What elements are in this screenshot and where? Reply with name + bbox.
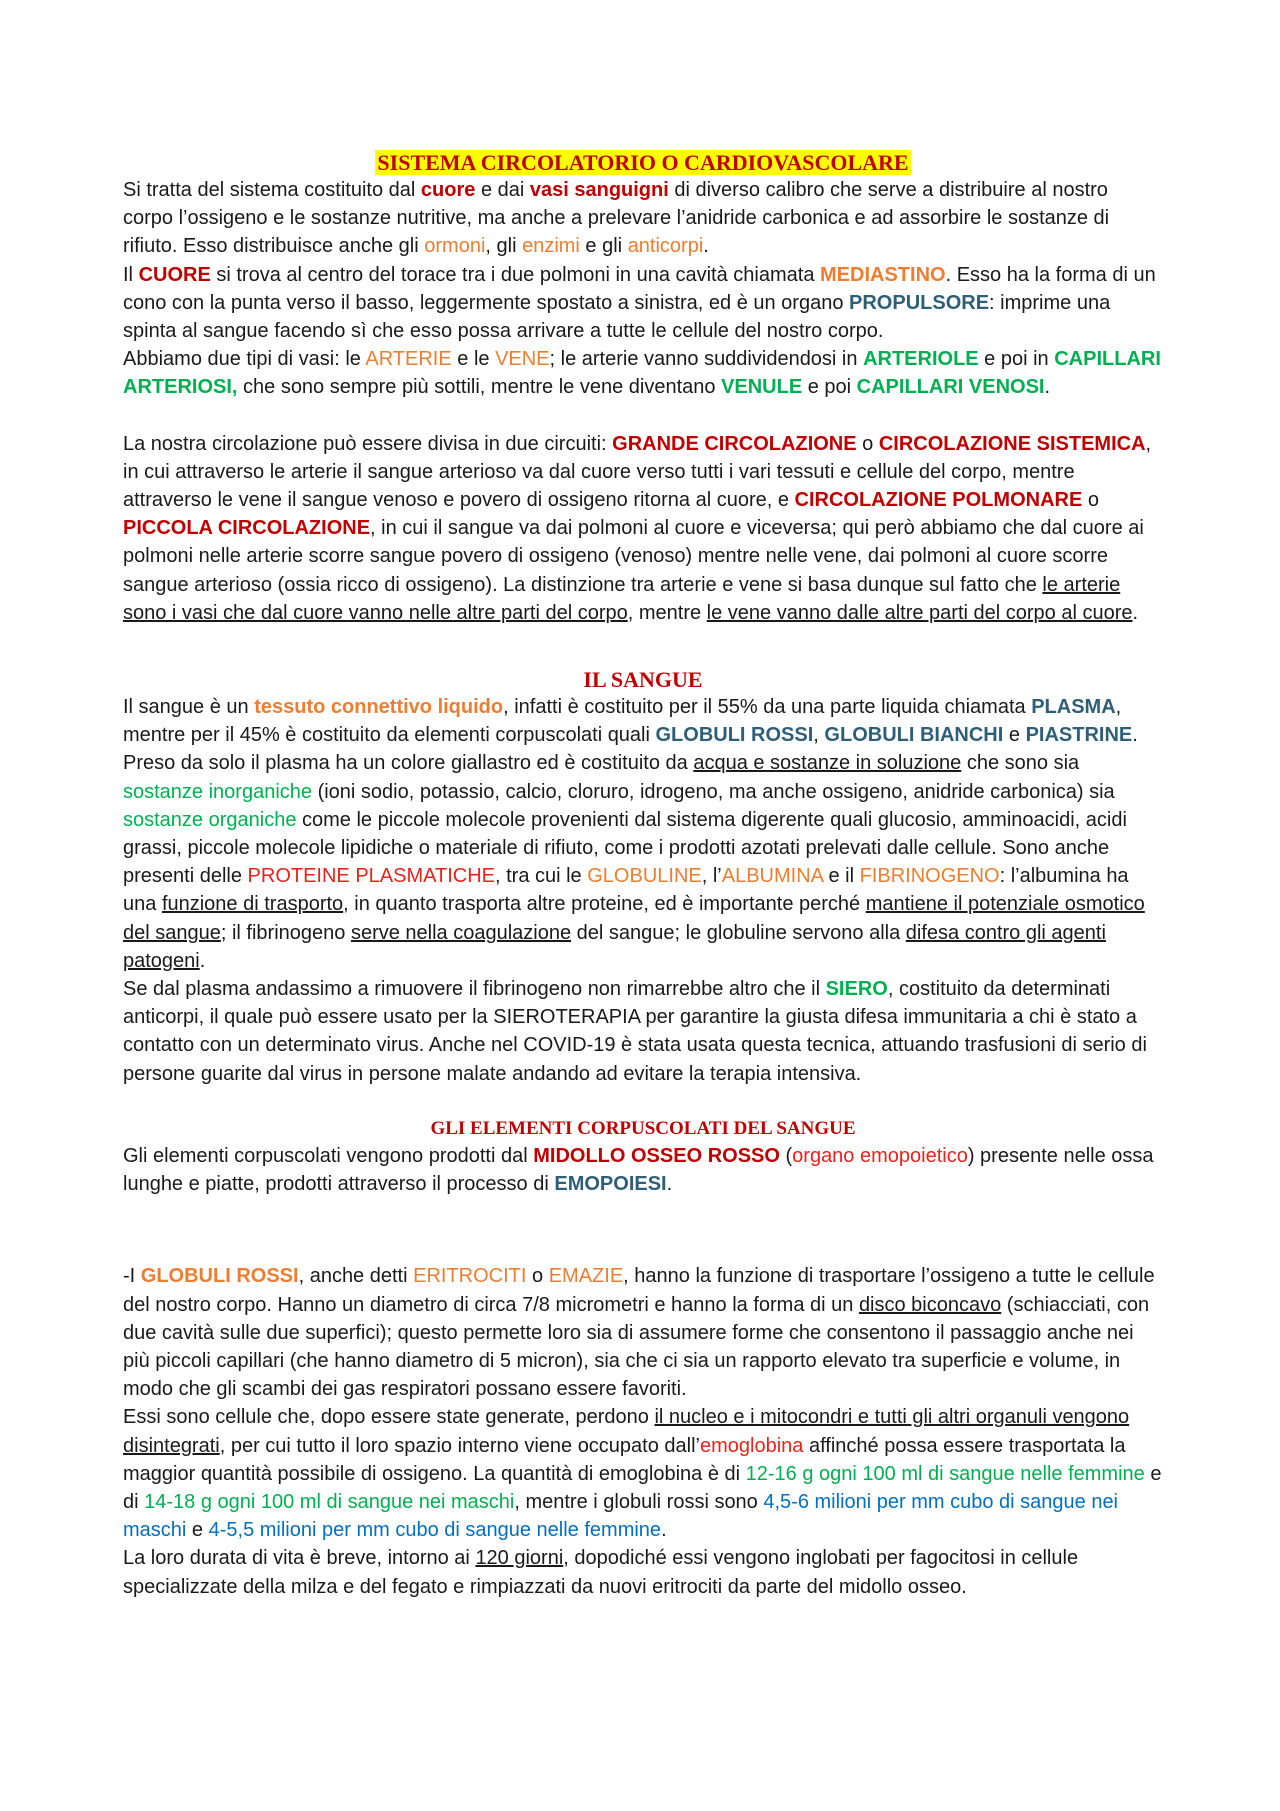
keyword-capillari-arteriosi: CAPILLARI ARTERIOSI, [123, 348, 1161, 399]
keyword-cuore: cuore [420, 179, 476, 201]
text: che sono sempre più sottili, mentre le vene diventano [237, 376, 722, 399]
keyword-venule: VENULE [721, 376, 803, 399]
keyword-vene: VENE [495, 348, 550, 371]
text: Abbiamo due tipi di vasi: le [123, 348, 366, 371]
keyword-capillari-venosi: CAPILLARI VENOSI [856, 376, 1045, 399]
text: come le piccole molecole provenienti dal sistema digerente quali glucosio, amminoacidi, acidi grassi, piccole molecole lipidiche o materiale di rifiuto, come i prodotti azotati prelevati dalle cellule. Sono anche presenti delle [123, 808, 1127, 888]
paragraph-blood [123, 693, 1163, 975]
text: , in cui attraverso le arterie il sangue arterioso va dal cuore verso tutti i vari tessuti e cellule del corpo, mentre attraverso le vene il sangue venoso e povero di ossigeno ritorna al cuore, e [123, 432, 1152, 512]
text: , mentre per il 45% è costituito da elementi corpuscolati quali [123, 696, 1122, 747]
document-page [123, 150, 1163, 1601]
text: , gli [485, 235, 523, 258]
paragraph-lifespan [123, 1544, 1163, 1600]
keyword-piastrine: PIASTRINE [1025, 724, 1133, 747]
paragraph-vessels [123, 345, 1163, 401]
text: Il sangue è un [123, 696, 255, 719]
text: . [703, 235, 709, 258]
keyword-ormoni: ormoni [424, 235, 486, 258]
spacer [123, 402, 1163, 430]
text: e poi in [978, 348, 1055, 371]
keyword-circolazione-sistemica: CIRCOLAZIONE SISTEMICA [878, 432, 1146, 455]
keyword-globuli-rossi: GLOBULI ROSSI [655, 724, 814, 747]
text: e le [451, 348, 496, 371]
section-title-corpuscles: GLI ELEMENTI CORPUSCOLATI DEL SANGUE [430, 1117, 856, 1139]
text: ) presente nelle ossa lunghe e piatte, prodotti attraverso il processo di [123, 1144, 1154, 1196]
keyword-organo-emopoietico: organo emopoietico [792, 1144, 968, 1167]
text: e [186, 1519, 209, 1542]
keyword-fibrinogeno: FIBRINOGENO [859, 865, 1000, 888]
text: affinché possa essere trasportata la maggior quantità possibile di ossigeno. La quantità di emoglobina è di [123, 1434, 1126, 1485]
text: , hanno la funzione di trasportare l’ossigeno a tutte le cellule del nostro corpo. Hanno un diametro di circa 7/8 micrometri e hanno la forma di un [123, 1265, 1155, 1316]
underlined-text: funzione di trasporto [161, 893, 344, 916]
text: o [526, 1265, 549, 1288]
text: . Esso ha la forma di un cono con la punta verso il basso, leggermente spostato a sinistra, ed è un organo [123, 263, 1156, 314]
underlined-text: 120 giorni [475, 1547, 564, 1570]
text: o [856, 432, 879, 455]
keyword-grande-circolazione: GRANDE CIRCOLAZIONE [612, 432, 857, 455]
underlined-text: disco biconcavo [858, 1293, 1002, 1316]
paragraph-red-cells [123, 1262, 1163, 1403]
text: , [813, 724, 825, 747]
keyword-gr-maschi: 4,5-6 milioni per mm cubo di sangue nei maschi [123, 1490, 1119, 1542]
text: , in cui il sangue va dai polmoni al cuore e viceversa; qui però abbiamo che dal cuore ai polmoni nelle arterie scorre sangue povero di ossigeno (venoso) mentre nelle vene, dai polmoni al cuore scorre sangue arterioso (ossia ricco di ossigeno). La distinzione tra arterie e vene si basa dunque sul fatto che [123, 517, 1144, 596]
text: Essi sono cellule che, dopo essere state generate, perdono [123, 1406, 655, 1429]
keyword-enzimi: enzimi [522, 235, 580, 258]
text: . [661, 1519, 667, 1542]
keyword-plasma: PLASMA [1031, 696, 1116, 719]
text: che sono sia [961, 752, 1080, 775]
underlined-text: il nucleo e i mitocondri e tutti gli altri organuli vengono disintegrati [123, 1406, 1130, 1457]
text: di diverso calibro che serve a distribuire al nostro corpo l’ossigeno e le sostanze nutritive, ma anche a prelevare l’anidride carbonica e ad assorbire le sostanze di rifiuto. Esso distribuisce anche gli [123, 179, 1110, 258]
keyword-vasi: vasi sanguigni [529, 179, 669, 201]
paragraph-corpuscles [123, 1142, 1163, 1198]
text: e il [822, 865, 860, 888]
text: e di [123, 1462, 1162, 1513]
underlined-text: le arterie sono i vasi che dal cuore vanno nelle altre parti del corpo [123, 573, 1121, 624]
keyword-hb-femmine: 12-16 g ogni 100 ml di sangue nelle femmine [745, 1462, 1145, 1485]
paragraph-serum [123, 975, 1163, 1088]
text: , anche detti [298, 1265, 414, 1288]
text: , mentre [627, 601, 707, 624]
text: Si tratta del sistema costituito dal [123, 179, 421, 201]
highlighted-title: SISTEMA CIRCOLATORIO O CARDIOVASCOLARE [377, 150, 909, 175]
keyword-anticorpi: anticorpi [627, 235, 704, 258]
text: ; le arterie vanno suddividendosi in [549, 348, 864, 371]
keyword-midollo: MIDOLLO OSSEO ROSSO [533, 1144, 780, 1167]
spacer [123, 627, 1163, 667]
keyword-tessuto: tessuto connettivo liquido [254, 696, 504, 719]
text: (ioni sodio, potassio, calcio, cloruro, idrogeno, ma anche ossigeno, anidride carbonica) sia [312, 780, 1115, 803]
text: , infatti è costituito per il 55% da una parte liquida chiamata [503, 696, 1032, 719]
paragraph-circulation [123, 430, 1163, 627]
underlined-text: difesa contro gli agenti patogeni [123, 921, 1106, 972]
keyword-mediastino: MEDIASTINO [820, 263, 946, 286]
keyword-eritrociti: ERITROCITI [413, 1265, 527, 1288]
text: si trova al centro del torace tra i due polmoni in una cavità chiamata [210, 263, 821, 286]
text: Gli elementi corpuscolati vengono prodotti dal [123, 1144, 534, 1167]
text: o [1082, 489, 1099, 512]
keyword-emoglobina: emoglobina [700, 1434, 804, 1457]
paragraph-heart [123, 261, 1163, 346]
paragraph-intro [123, 176, 1163, 261]
keyword-arterie: ARTERIE [365, 348, 452, 371]
text: ; il fibrinogeno [220, 921, 351, 944]
text: . [1044, 376, 1051, 399]
keyword-siero: SIERO [825, 978, 888, 1001]
underlined-text: acqua e sostanze in soluzione [693, 752, 962, 775]
text: e gli [579, 235, 628, 258]
text: . [199, 949, 206, 972]
text: : imprime una spinta al sangue facendo sì che esso possa arrivare a tutte le cellule del nostro corpo. [123, 291, 1111, 343]
paragraph-hemoglobin [123, 1403, 1163, 1544]
text: , mentre i globuli rossi sono [514, 1490, 764, 1513]
text: , per cui tutto il loro spazio interno viene occupato dall’ [219, 1434, 700, 1457]
text: : l’albumina ha una [123, 865, 1129, 916]
keyword-arteriole: ARTERIOLE [863, 348, 979, 371]
text: e poi [802, 376, 857, 399]
keyword-emopoiesi: EMOPOIESI [554, 1173, 667, 1196]
keyword-piccola-circolazione: PICCOLA CIRCOLAZIONE [123, 517, 371, 540]
text: e [1003, 724, 1026, 747]
underlined-text: le vene vanno dalle altre parti del corpo al cuore [706, 601, 1133, 624]
text: , costituito da determinati anticorpi, il quale può essere usato per la SIEROTERAPIA per garantire la giusta difesa immunitaria a chi è stato a contatto con un determinato virus. Anche nel COVID-19 è stata usata questa tecnica, attuando trasfusioni di serio di persone guarite dal virus in persone malate andando ad evitare la terapia intensiva. [123, 978, 1147, 1085]
text: . [666, 1173, 673, 1196]
text: , in quanto trasporta altre proteine, ed è importante perché [343, 893, 866, 916]
text: La loro durata di vita è breve, intorno ai [123, 1547, 476, 1570]
keyword-circolazione-polmonare: CIRCOLAZIONE POLMONARE [794, 489, 1083, 512]
text: , l’ [701, 865, 722, 888]
text: Se dal plasma andassimo a rimuovere il fibrinogeno non rimarrebbe altro che il [123, 978, 826, 1001]
keyword-propulsore: PROPULSORE [849, 291, 990, 314]
keyword-inorganiche: sostanze inorganiche [123, 780, 313, 803]
keyword-gr-femmine: 4-5,5 milioni per mm cubo di sangue nelle femmine [208, 1519, 662, 1542]
text: ( [779, 1144, 793, 1167]
spacer [123, 1088, 1163, 1116]
text: Il [123, 263, 139, 286]
text: La nostra circolazione può essere divisa in due circuiti: [123, 432, 613, 455]
keyword-globuli-bianchi: GLOBULI BIANCHI [824, 724, 1004, 747]
text: e dai [475, 179, 530, 201]
text: , tra cui le [494, 865, 588, 888]
keyword-organiche: sostanze organiche [123, 808, 297, 831]
text: . Preso da solo il plasma ha un colore giallastro ed è costituito da [123, 724, 1138, 775]
spacer [123, 1198, 1163, 1262]
keyword-globuli-rossi: GLOBULI ROSSI [140, 1265, 299, 1288]
text: -I [123, 1265, 141, 1288]
underlined-text: mantiene il potenziale osmotico del sangue [123, 893, 1145, 944]
section-title-blood: IL SANGUE [583, 667, 703, 693]
text: (schiacciati, con due cavità sulle due superfici); questo permette loro sia di assumere forme che consentono il passaggio anche nei più piccoli capillari (che hanno diametro di 5 micron), sia che ci sia un rapporto elevato tra superficie e volume, in modo che gli scambi dei gas respiratori possano essere favoriti. [123, 1293, 1150, 1401]
section-title-circulatory [123, 150, 1163, 176]
text: , dopodiché essi vengono inglobati per fagocitosi in cellule specializzate della milza e del fegato e rimpiazzati da nuovi eritrociti da parte del midollo osseo. [123, 1547, 1079, 1598]
text: del sangue; le globuline servono alla [571, 921, 906, 944]
keyword-emazie: EMAZIE [548, 1265, 624, 1288]
underlined-text: serve nella coagulazione [350, 921, 572, 944]
keyword-globuline: GLOBULINE [587, 865, 702, 888]
keyword-albumina: ALBUMINA [721, 865, 823, 888]
keyword-cuore-caps: CUORE [138, 263, 211, 286]
keyword-hb-maschi: 14-18 g ogni 100 ml di sangue nei maschi [144, 1490, 515, 1513]
text: . [1132, 601, 1139, 624]
keyword-proteine-plasmatiche: PROTEINE PLASMATICHE [247, 865, 495, 888]
